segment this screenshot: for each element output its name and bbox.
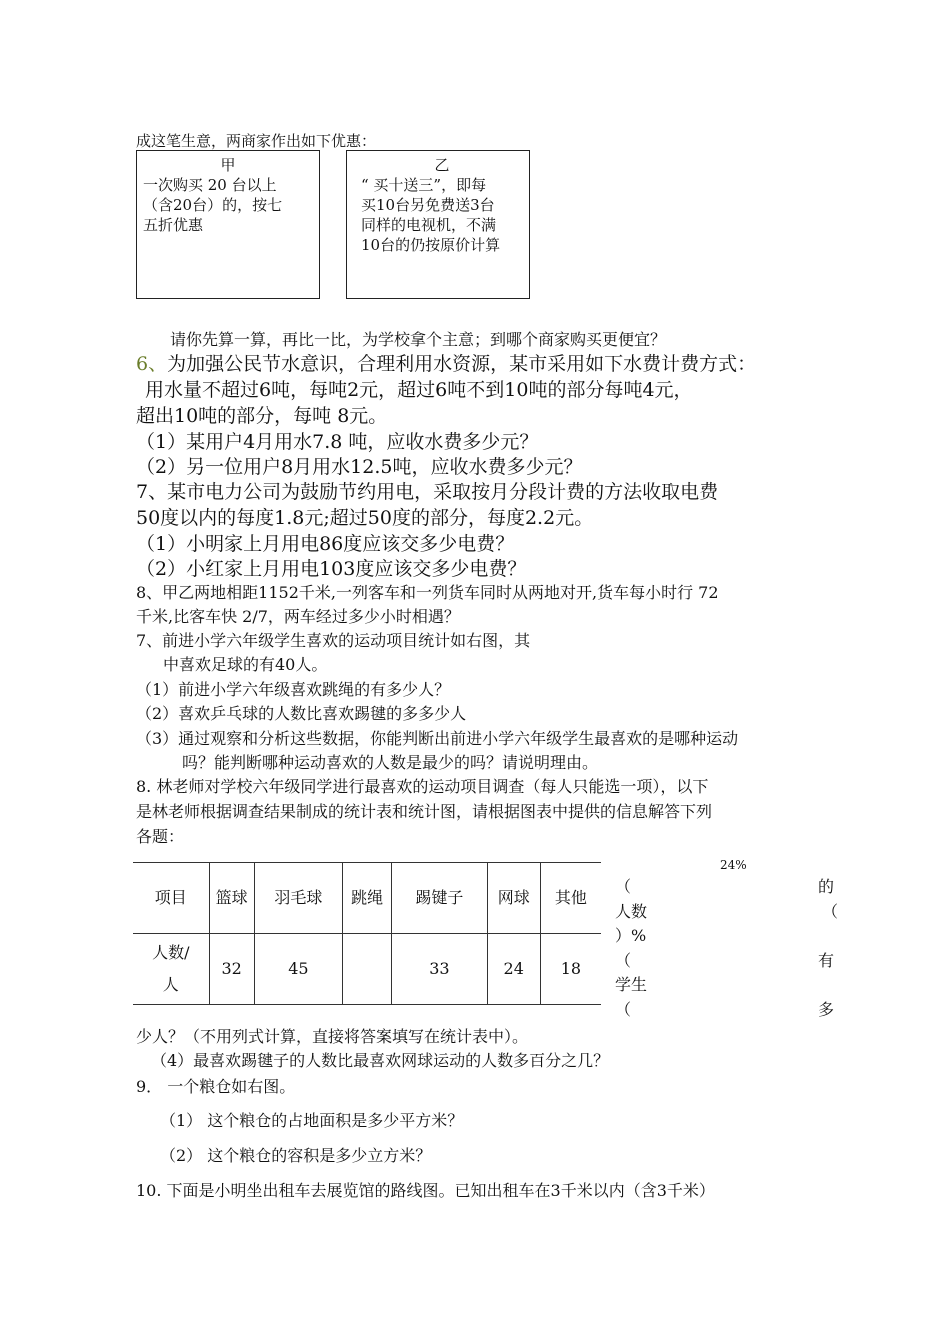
offer-b-line: 买10台另免费送3台 [361, 196, 495, 214]
side-text: （ [615, 951, 632, 970]
offer-a-line: （含20台）的，按七 [143, 196, 283, 214]
table-header-cell: 羽毛球 [254, 863, 342, 934]
table-row [133, 934, 601, 1005]
table-row-label: 人数/人 [133, 934, 209, 1005]
table-header-cell: 跳绳 [343, 863, 392, 934]
q7b-line2: 中喜欢足球的有40人。 [163, 655, 328, 674]
q9-sub2: （2） 这个粮仓的容积是多少立方米？ [160, 1146, 432, 1165]
table-cell: 24 [487, 934, 540, 1005]
q6-text: 为加强公民节水意识，合理利用水资源，某市采用如下水费计费方式： [167, 353, 757, 375]
q6-sub1: （1）某用户4月用水7.8 吨，应收水费多少元？ [136, 431, 539, 453]
offer-b-line: “ 买十送三”，即每 [361, 176, 487, 194]
q7a-sub2: （2）小红家上月用电103度应该交多少电费？ [136, 558, 527, 580]
q7b-sub3: （3）通过观察和分析这些数据，你能判断出前进小学六年级学生最喜欢的是哪种运动 [136, 729, 739, 748]
q8b-line1: 8. 林老师对学校六年级同学进行最喜欢的运动项目调查（每人只能选一项），以下 [136, 777, 709, 796]
table-cell: 18 [540, 934, 601, 1005]
side-text: 人数 [615, 902, 648, 921]
side-text: （ [615, 1000, 632, 1019]
q6-line3: 超出10吨的部分，每吨 8元。 [136, 405, 388, 427]
q7b-sub3-cont: 吗？能判断哪种运动喜欢的人数是最少的吗？请说明理由。 [182, 753, 599, 772]
table-cell: 33 [392, 934, 488, 1005]
table-header-cell: 踢键子 [392, 863, 488, 934]
chart-percent-label: 24% [720, 858, 747, 872]
table-header-cell: 篮球 [209, 863, 254, 934]
q8a-line1: 8、甲乙两地相距1152千米,一列客车和一列货车同时从两地对开,货车每小时行 72 [136, 583, 719, 602]
side-text: 的 [818, 877, 835, 896]
offer-a-line: 一次购买 20 台以上 [143, 176, 277, 194]
chart-placeholder [650, 872, 810, 1022]
q9-line1: 9． 一个粮仓如右图。 [136, 1077, 296, 1096]
table-header-row [133, 863, 601, 934]
side-text: 学生 [615, 975, 648, 994]
side-text: 有 [818, 951, 835, 970]
offer-b-title: 乙 [434, 156, 450, 174]
q8b-cont: 少人？（不用列式计算，直接将答案填写在统计表中）。 [136, 1027, 529, 1046]
q6-number: 6、 [136, 353, 168, 375]
offer-a-box [136, 150, 320, 299]
q8b-line2: 是林老师根据调查结果制成的统计表和统计图，请根据图表中提供的信息解答下列 [136, 802, 713, 821]
side-text: 多 [818, 1000, 835, 1019]
q7a-sub1: （1）小明家上月用电86度应该交多少电费？ [136, 533, 515, 555]
q7b-line1: 7、前进小学六年级学生喜欢的运动项目统计如右图，其 [136, 631, 531, 650]
offer-b-box [346, 150, 530, 299]
side-text: （ [822, 902, 839, 921]
intro-text: 成这笔生意，两商家作出如下优惠： [136, 132, 377, 150]
table-header-cell: 项目 [133, 863, 209, 934]
q8b-sub4: （4）最喜欢踢毽子的人数比最喜欢网球运动的人数多百分之几？ [151, 1051, 610, 1070]
q7b-sub1: （1）前进小学六年级喜欢跳绳的有多少人？ [136, 680, 451, 699]
q6-line1 [136, 349, 756, 376]
side-text: ）% [615, 926, 647, 945]
table-cell: 32 [209, 934, 254, 1005]
table-header-cell: 网球 [487, 863, 540, 934]
stats-table [133, 862, 601, 1005]
q7a-line1: 7、某市电力公司为鼓励节约用电，采取按月分段计费的方法收取电费 [136, 481, 719, 503]
offer-a-line: 五折优惠 [143, 216, 204, 234]
q7a-line2: 50度以内的每度1.8元;超过50度的部分，每度2.2元。 [136, 507, 594, 529]
table-cell: 45 [254, 934, 342, 1005]
offer-a-title: 甲 [220, 156, 236, 174]
q7b-sub2: （2）喜欢乒乓球的人数比喜欢踢毽的多多少人 [136, 704, 467, 723]
offer-b-line: 同样的电视机，不满 [361, 216, 497, 234]
q6-sub2: （2）另一位用户8月用水12.5吨，应收水费多少元？ [136, 456, 583, 478]
side-text: （ [615, 877, 632, 896]
table-header-cell: 其他 [540, 863, 601, 934]
q8a-line2: 千米,比客车快 2/7，两车经过多少小时相遇？ [136, 607, 460, 626]
table-cell [343, 934, 392, 1005]
q9-sub1: （1） 这个粮仓的占地面积是多少平方米？ [160, 1111, 464, 1130]
q8b-line3: 各题： [136, 827, 185, 846]
q10-line1: 10. 下面是小明坐出租车去展览馆的路线图。已知出租车在3千米以内（含3千米） [136, 1181, 715, 1200]
q6-line2: 用水量不超过6吨，每吨2元，超过6吨不到10吨的部分每吨4元， [145, 379, 693, 401]
q5-prompt: 请你先算一算，再比一比，为学校拿个主意；到哪个商家购买更便宜？ [170, 330, 667, 349]
offer-b-line: 10台的仍按原价计算 [361, 236, 501, 254]
